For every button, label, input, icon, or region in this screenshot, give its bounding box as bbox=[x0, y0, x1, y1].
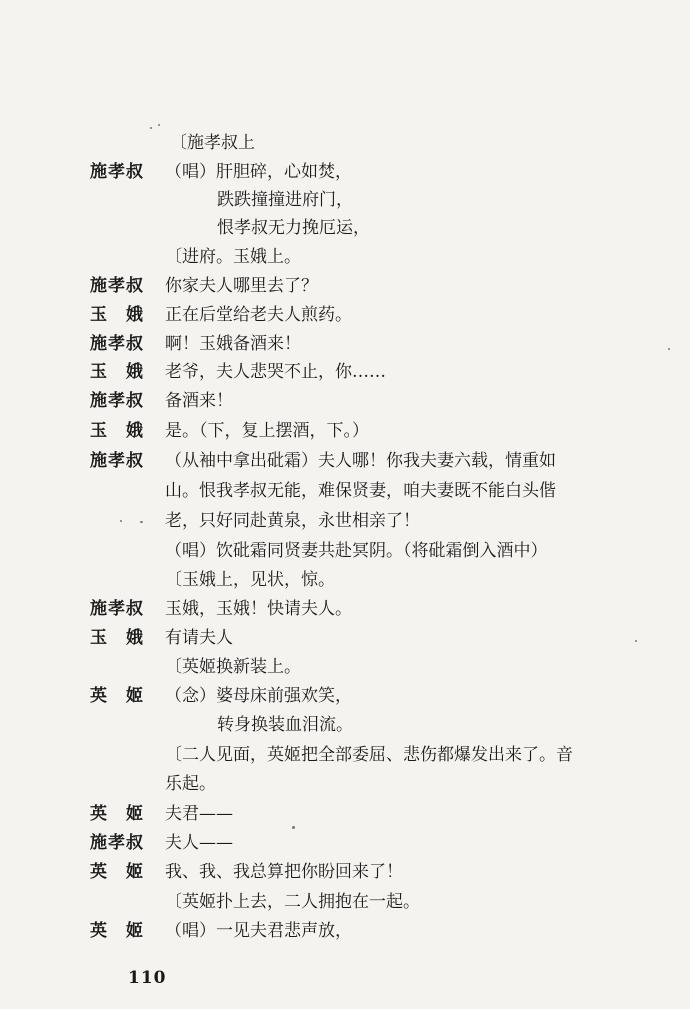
stage-direction: 〔进府。玉娥上。 bbox=[165, 247, 301, 267]
speaker-name: 玉 娥 bbox=[90, 362, 144, 382]
speaker-name: 施孝叔 bbox=[90, 599, 144, 619]
dialog-line: 啊！玉娥备酒来！ bbox=[165, 334, 301, 354]
scan-speck bbox=[158, 124, 160, 126]
verse-line: 跌跌撞撞进府门， bbox=[217, 190, 353, 210]
dialog-line: 正在后堂给老夫人煎药。 bbox=[165, 305, 352, 325]
dialog-line: 是。（下，复上摆酒，下。） bbox=[165, 421, 369, 441]
dialog-line: 老爷，夫人悲哭不止，你…… bbox=[165, 362, 386, 382]
dialog-line: 备酒来！ bbox=[165, 391, 233, 411]
speaker-name: 玉 娥 bbox=[90, 305, 144, 325]
dialog-line: 夫君—— bbox=[165, 804, 233, 824]
dialog-line: （唱）肝胆碎，心如焚， bbox=[165, 162, 352, 182]
speaker-name: 施孝叔 bbox=[90, 391, 144, 411]
scan-speck bbox=[292, 826, 295, 829]
verse-line: 转身换装血泪流。 bbox=[217, 715, 353, 735]
scan-speck bbox=[668, 348, 670, 350]
dialog-continuation: （唱）饮砒霜同贤妻共赴冥阴。（将砒霜倒入酒中） bbox=[165, 541, 548, 561]
stage-direction: 〔英姬扑上去，二人拥抱在一起。 bbox=[165, 892, 420, 912]
dialog-continuation: 乐起。 bbox=[165, 774, 216, 794]
dialog-line: 玉娥，玉娥！快请夫人。 bbox=[165, 599, 352, 619]
speaker-name: 施孝叔 bbox=[90, 334, 144, 354]
speaker-name: 施孝叔 bbox=[90, 833, 144, 853]
dialog-continuation: 老，只好同赴黄泉，永世相亲了！ bbox=[165, 511, 420, 531]
dialog-line: 我、我、我总算把你盼回来了！ bbox=[165, 862, 403, 882]
dialog-line: 夫人—— bbox=[165, 833, 233, 853]
speaker-name: 玉 娥 bbox=[90, 628, 144, 648]
stage-direction: 〔二人见面，英姬把全部委屈、悲伤都爆发出来了。音 bbox=[165, 745, 573, 765]
speaker-name: 玉 娥 bbox=[90, 421, 144, 441]
dialog-line: 有请夫人 bbox=[165, 628, 233, 648]
speaker-name: 施孝叔 bbox=[90, 276, 144, 296]
speaker-name: 施孝叔 bbox=[90, 451, 144, 471]
dialog-continuation: 山。恨我孝叔无能，难保贤妻，咱夫妻既不能白头偕 bbox=[165, 481, 556, 501]
scan-speck bbox=[140, 521, 143, 523]
stage-direction: 〔英姬换新装上。 bbox=[165, 657, 301, 677]
scan-speck bbox=[150, 127, 152, 129]
dialog-line: 你家夫人哪里去了？ bbox=[165, 276, 318, 296]
dialog-line: （念）婆母床前强欢笑， bbox=[165, 686, 352, 706]
dialog-line: （从袖中拿出砒霜）夫人哪！你我夫妻六载，情重如 bbox=[165, 451, 556, 471]
speaker-name: 施孝叔 bbox=[90, 162, 144, 182]
speaker-name: 英 姬 bbox=[90, 804, 144, 824]
speaker-name: 英 姬 bbox=[90, 862, 144, 882]
stage-direction: 〔施孝叔上 bbox=[170, 133, 255, 153]
page-number: 110 bbox=[128, 968, 167, 988]
verse-line: 恨孝叔无力挽厄运， bbox=[217, 218, 370, 238]
scan-speck bbox=[120, 520, 122, 522]
stage-direction: 〔玉娥上，见状，惊。 bbox=[165, 570, 335, 590]
dialog-line: （唱）一见夫君悲声放， bbox=[165, 921, 352, 941]
speaker-name: 英 姬 bbox=[90, 686, 144, 706]
speaker-name: 英 姬 bbox=[90, 921, 144, 941]
scan-speck bbox=[635, 640, 637, 642]
